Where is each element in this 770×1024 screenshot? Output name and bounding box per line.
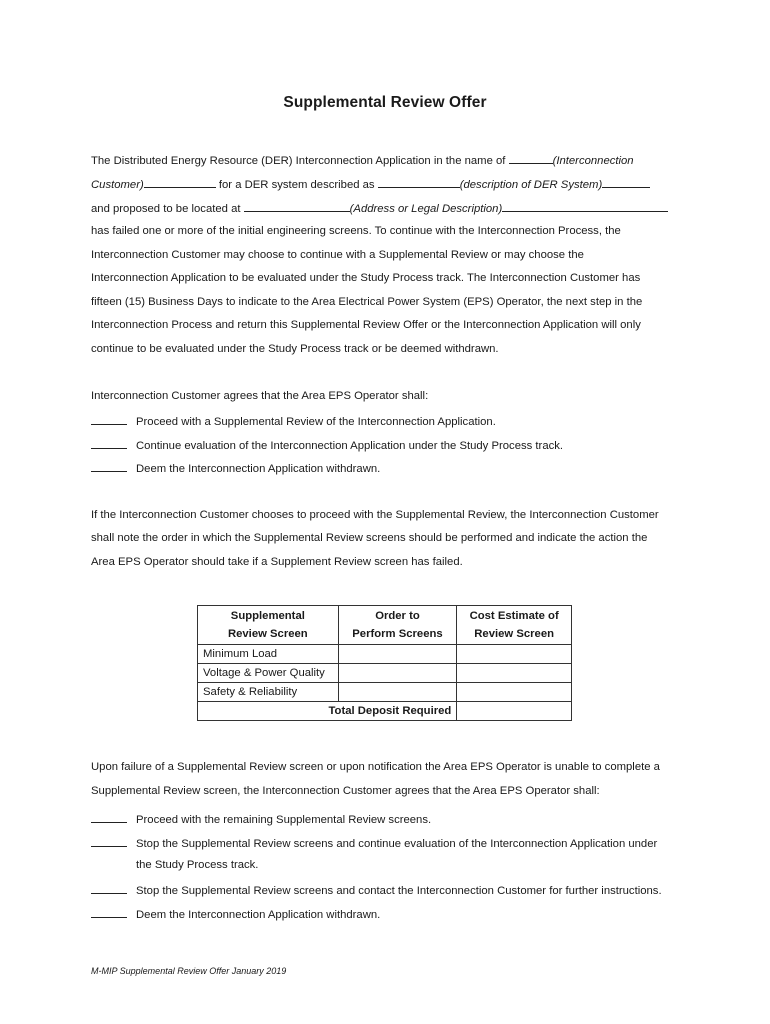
intro-line-4: has failed one or more of the initial engineering screens. To continue with the Interconnection Process, the — [91, 225, 621, 237]
intro-line-2: Customer) for a DER system described as (description of DER System) — [91, 176, 650, 192]
cost-cell[interactable] — [457, 683, 572, 702]
failure-option-1-blank[interactable] — [91, 811, 127, 823]
proceed-line-1: If the Interconnection Customer chooses to proceed with the Supplemental Review, the Interconnection Customer — [91, 509, 659, 521]
page-footer: M-MIP Supplemental Review Offer January 2019 — [91, 966, 287, 976]
failure-option-4: Deem the Interconnection Application withdrawn. — [91, 906, 380, 922]
table-row — [198, 645, 572, 664]
intro-line-1: The Distributed Energy Resource (DER) Interconnection Application in the name of (Interconnection — [91, 152, 634, 168]
total-deposit-label: Total Deposit Required — [198, 702, 457, 721]
failure-option-1: Proceed with the remaining Supplemental Review screens. — [91, 811, 431, 827]
failure-option-3: Stop the Supplemental Review screens and contact the Interconnection Customer for further instructions. — [91, 882, 662, 898]
header-cost-estimate: Cost Estimate of Review Screen — [457, 606, 572, 645]
total-deposit-cell[interactable] — [457, 702, 572, 721]
cost-cell[interactable] — [457, 645, 572, 664]
failure-option-2-blank[interactable] — [91, 835, 127, 847]
failure-line-2: Supplemental Review screen, the Interconnection Customer agrees that the Area EPS Operator shall: — [91, 785, 600, 797]
customer-name-blank[interactable] — [509, 152, 553, 164]
proceed-line-2: shall note the order in which the Supplemental Review screens should be performed and indicate the action the — [91, 532, 648, 544]
page-title: Supplemental Review Offer — [283, 94, 487, 111]
intro-line-9: continue to be evaluated under the Study Process track or be deemed withdrawn. — [91, 343, 499, 355]
agree-option-2-blank[interactable] — [91, 437, 127, 449]
customer-blank[interactable] — [144, 176, 216, 188]
der-description-blank[interactable] — [378, 176, 460, 188]
total-row — [198, 702, 572, 721]
address-tail-blank[interactable] — [502, 200, 668, 212]
failure-option-3-blank[interactable] — [91, 882, 127, 894]
table-row — [198, 664, 572, 683]
intro-line-6: Interconnection Application to be evaluated under the Study Process track. The Interconnection Customer has — [91, 272, 641, 284]
cost-cell[interactable] — [457, 664, 572, 683]
table-row — [198, 683, 572, 702]
order-cell[interactable] — [338, 683, 457, 702]
address-blank[interactable] — [244, 200, 350, 212]
agree-heading: Interconnection Customer agrees that the Area EPS Operator shall: — [91, 390, 429, 402]
agree-option-1: Proceed with a Supplemental Review of the Interconnection Application. — [91, 413, 496, 429]
intro-line-5: Interconnection Customer may choose to continue with a Supplemental Review or may choose the — [91, 249, 584, 261]
intro-line-3: and proposed to be located at (Address or Legal Description) — [91, 200, 668, 216]
row-label: Minimum Load — [198, 645, 339, 664]
row-label: Safety & Reliability — [198, 683, 339, 702]
header-order: Order to Perform Screens — [338, 606, 457, 645]
table-header-row — [198, 606, 572, 645]
agree-option-2: Continue evaluation of the Interconnection Application under the Study Process track. — [91, 437, 563, 453]
agree-option-3: Deem the Interconnection Application withdrawn. — [91, 460, 380, 476]
failure-line-1: Upon failure of a Supplemental Review screen or upon notification the Area EPS Operator is unable to complete a — [91, 761, 660, 773]
proceed-line-3: Area EPS Operator should take if a Supplement Review screen has failed. — [91, 556, 463, 568]
failure-option-2: Stop the Supplemental Review screens and continue evaluation of the Interconnection Application under — [91, 835, 657, 851]
failure-option-4-blank[interactable] — [91, 906, 127, 918]
failure-option-2-continued: the Study Process track. — [136, 859, 259, 871]
order-cell[interactable] — [338, 645, 457, 664]
intro-line-8: Interconnection Process and return this Supplemental Review Offer or the Interconnection Application will only — [91, 319, 641, 331]
row-label: Voltage & Power Quality — [198, 664, 339, 683]
der-description-tail-blank[interactable] — [602, 176, 650, 188]
order-cell[interactable] — [338, 664, 457, 683]
agree-option-3-blank[interactable] — [91, 460, 127, 472]
agree-option-1-blank[interactable] — [91, 413, 127, 425]
review-screens-table — [197, 605, 572, 721]
intro-line-7: fifteen (15) Business Days to indicate to the Area Electrical Power System (EPS) Operator, the next step in the — [91, 296, 643, 308]
header-review-screen: Supplemental Review Screen — [198, 606, 339, 645]
